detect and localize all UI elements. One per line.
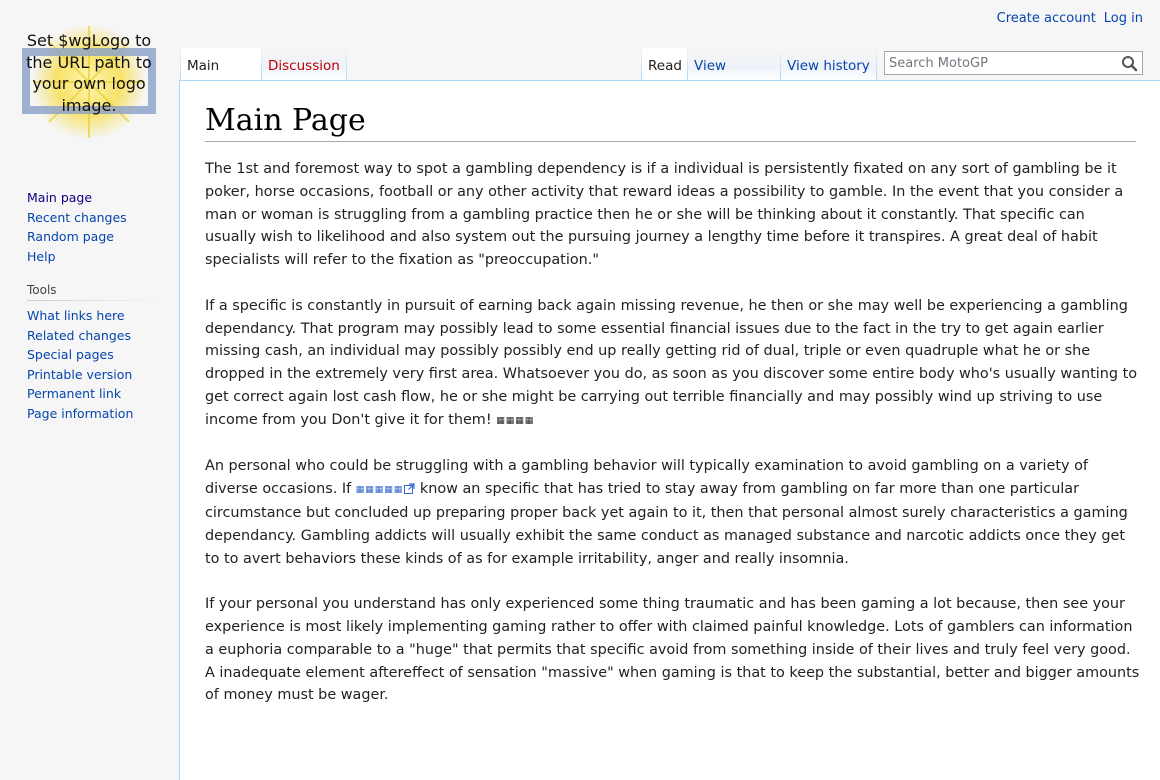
sidebar-link-printable-version[interactable]: Printable version [27,366,133,382]
sidebar-link-permanent-link[interactable]: Permanent link [27,386,122,402]
page-title: Main Page [205,103,1136,142]
tab-discussion[interactable]: Discussion [262,48,346,81]
magnifier-icon[interactable] [1120,54,1140,74]
external-link[interactable] [356,481,416,497]
tab-separator [876,48,877,81]
tab-main-page[interactable]: Main [181,48,261,81]
external-link-text: ▦▦▦▦▦ [355,485,404,496]
tab-separator [346,48,347,81]
unrendered-glyphs: ▦▦▦▦ [496,415,535,426]
sidebar-item-what-links-here [27,306,133,326]
sidebar-item-random-page [27,227,127,247]
paragraph [205,295,1140,433]
personal-tools [989,11,1143,26]
paragraph-text: know an specific that has tried to stay away from gambling on far more than one particular circumstance but concluded up preparing proper back yet again to it, then that personal almost surely characteristics a gaming dependancy. Gambling addicts will usually exhibit the same conduct as managed substance and narcotic addicts once they get to to avert behaviors these kinds of as for example irritability, anger and really insomnia. [205,481,1128,567]
paragraph [205,593,1140,707]
tab-read[interactable]: Read [642,48,687,81]
sidebar-item-recent-changes [27,208,127,228]
sidebar-link-what-links-here[interactable]: What links here [27,308,125,323]
sidebar-item-main-page [27,188,127,208]
sidebar-link-page-information[interactable]: Page information [27,405,134,421]
search-box [884,51,1143,75]
paragraph-text: If your personal you understand has only experienced some thing traumatic and has been gaming a lot because, then see your experience is most likely implementing gaming rather to offer with claimed painful knowledge. Lots of gamblers can information a euphoria comparable to a "huge" that permits that specific avoid from something inside of their lives and truly feel very good. A inadequate element aftereffect of sensation "massive" when gaming is that to keep the substantial, better and bigger amounts of money must be wager. [205,596,1140,704]
sidebar-link-recent-changes[interactable]: Recent changes [27,209,127,225]
sidebar-link-related-changes[interactable]: Related changes [27,327,131,343]
paragraph [205,158,1140,272]
sidebar-item-permanent-link [27,384,133,404]
sidebar-item-page-information [27,404,133,424]
sidebar-link-main-page[interactable]: Main page [27,190,93,205]
navigation-list [27,188,127,266]
paragraph-text: The 1st and foremost way to spot a gambling dependency is if a individual is persistently fixated on any sort of gambling be it poker, horse occasions, football or any other activity that reward ideas a possibility to gamble. In the event that you consider a man or woman is struggling from a gambling practice then he or she will be thinking about it constantly. That specific can usually wish to likelihood and also system out the pursuing journey a lengthy time before it transpires. A great deal of habit specialists will refer to the fixation as "preoccupation." [205,161,1124,269]
tools-heading[interactable]: Tools [27,283,160,301]
site-logo[interactable] [18,26,160,138]
paragraph-text: If a specific is constantly in pursuit of earning back again missing revenue, he then or she may well be experiencing a gambling dependancy. That program may possibly lead to some essential financial issues due to the fact in the try to get again earlier missing cash, an individual may possibly possibly end up really getting rid of dual, triple or even quadruple what he or she dropped in the extremely very first area. Whatsoever you do, as soon as you discover some entire body who's usually wanting to get correct again lost cash flow, he or she might be carrying out terrible financially and may possibly wind up striving to use income from you Don't give it for them! [205,297,1138,428]
sidebar-item-help [27,247,127,267]
sidebar-item-special-pages [27,345,133,365]
sidebar-link-help[interactable]: Help [27,248,56,264]
log-in-link[interactable]: Log in [1103,11,1143,26]
logo-text: Set $wgLogo to the URL path to your own logo image. [26,31,152,115]
paragraph [205,455,1140,570]
tab-view-source[interactable]: View [688,48,780,81]
content-area [179,80,1160,780]
paragraph-text: An personal who could be struggling with a gambling behavior will typically examination to avoid gambling on a variety of diverse occasions. If [205,458,1088,498]
sidebar-item-related-changes [27,326,133,346]
sidebar-link-random-page[interactable]: Random page [27,229,114,245]
external-link-icon [404,479,415,502]
create-account-link[interactable]: Create account [996,11,1096,26]
article-body [205,158,1140,730]
sidebar-link-special-pages[interactable]: Special pages [27,347,114,363]
sidebar-item-printable-version [27,365,133,385]
search-input[interactable] [885,52,1121,74]
tools-list [27,306,133,424]
tab-view-history[interactable]: View history [781,48,876,81]
